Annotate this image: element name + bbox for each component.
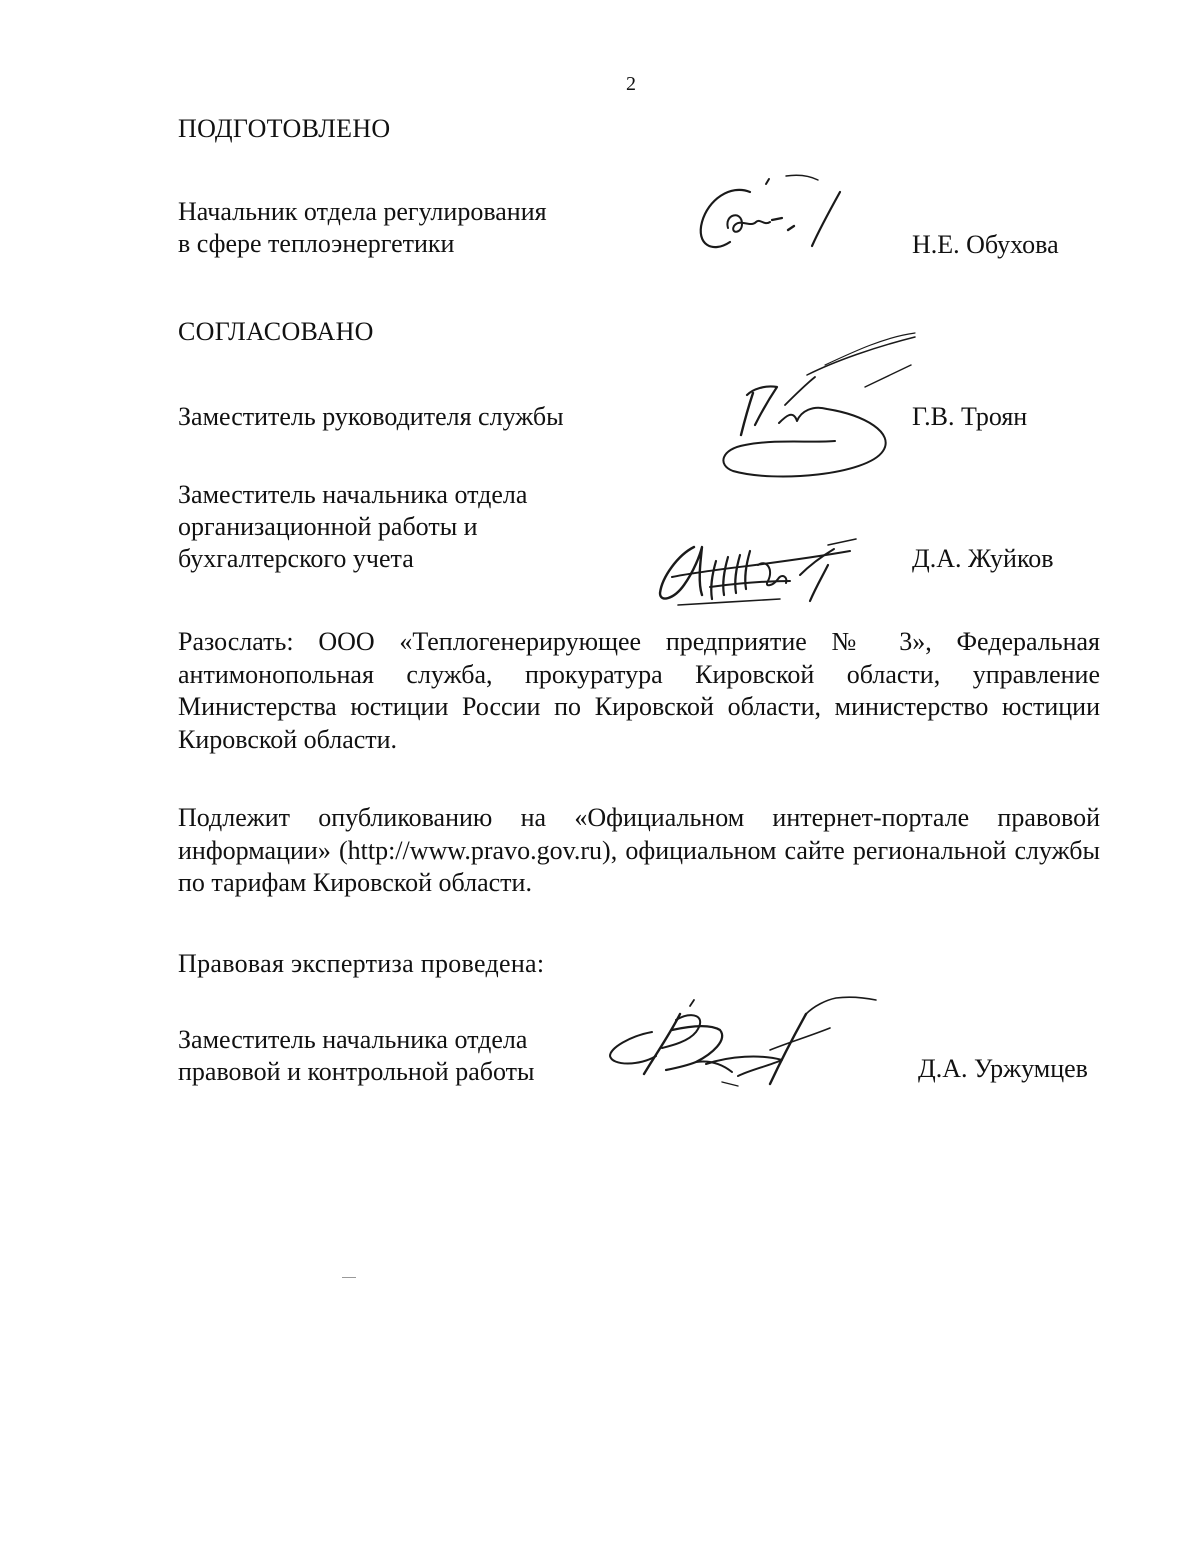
position-line: Заместитель начальника отдела — [178, 480, 528, 509]
position-line: Заместитель начальника отдела — [178, 1025, 528, 1054]
scan-artifact-line — [342, 1277, 356, 1278]
legal-review-name: Д.А. Уржумцев — [918, 1054, 1088, 1083]
position-line: Заместитель руководителя службы — [178, 402, 564, 431]
signature-zhuikov — [650, 525, 870, 610]
prepared-position — [178, 196, 547, 260]
agreed-position-1 — [178, 401, 564, 433]
signature-obukhova — [690, 170, 860, 265]
publication-paragraph: Подлежит опубликованию на «Официальном интернет-портале правовой информации» (http://www.pravo.gov.ru), официальном сайте региональной службы по тарифам Кировской области. — [178, 803, 1100, 897]
signature-urzhumtsev — [600, 990, 885, 1095]
position-line: Начальник отдела регулирования — [178, 197, 547, 226]
agreed-name-2: Д.А. Жуйков — [912, 544, 1054, 573]
agreed-heading: СОГЛАСОВАНО — [178, 317, 374, 346]
legal-review-heading: Правовая экспертиза проведена: — [178, 949, 545, 978]
legal-review-position — [178, 1024, 534, 1088]
prepared-heading: ПОДГОТОВЛЕНО — [178, 114, 391, 143]
agreed-name-1: Г.В. Троян — [912, 402, 1028, 431]
distribution-paragraph: Разослать: ООО «Теплогенерирующее предприятие № 3», Федеральная антимонопольная служба, прокуратура Кировской области, управление Министерства юстиции России по Кировской области, министерство юстиции Кировской области. — [178, 627, 1100, 754]
position-line: правовой и контрольной работы — [178, 1057, 535, 1086]
position-line: бухгалтерского учета — [178, 544, 414, 573]
position-line: в сфере теплоэнергетики — [178, 229, 455, 258]
position-line: организационной работы и — [178, 512, 478, 541]
signature-troyan — [715, 325, 925, 490]
agreed-position-2 — [178, 479, 527, 575]
page-number: 2 — [626, 73, 636, 95]
prepared-name: Н.Е. Обухова — [912, 230, 1059, 259]
